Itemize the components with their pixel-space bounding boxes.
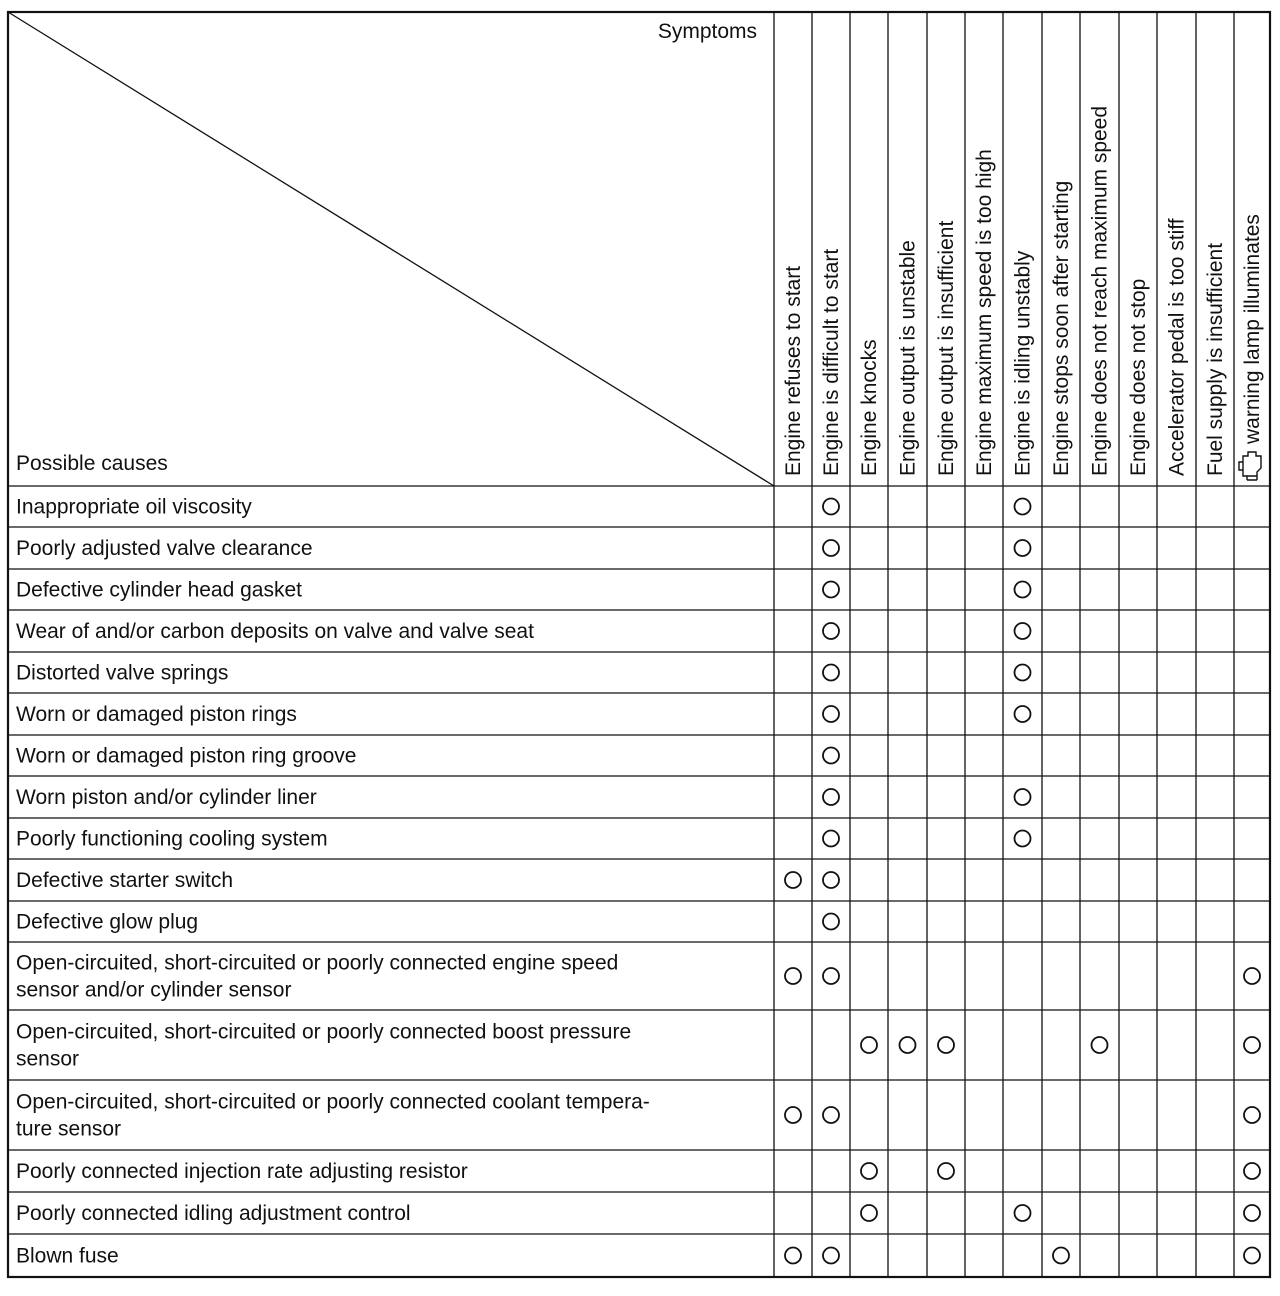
symptom-mark bbox=[823, 1248, 839, 1264]
symptom-header bbox=[1127, 279, 1150, 476]
table-row bbox=[16, 662, 228, 685]
symptom-header bbox=[858, 339, 881, 476]
symptom-mark bbox=[861, 1037, 877, 1053]
symptom-header bbox=[782, 266, 805, 476]
symptom-mark bbox=[861, 1163, 877, 1179]
symptom-mark bbox=[823, 748, 839, 764]
table-row bbox=[16, 1245, 119, 1268]
symptom-mark bbox=[823, 582, 839, 598]
symptom-mark bbox=[1244, 1163, 1260, 1179]
symptom-mark bbox=[823, 914, 839, 930]
header-diagonal bbox=[8, 12, 774, 486]
cause-label: sensor bbox=[16, 1047, 80, 1071]
cause-label: Poorly connected injection rate adjusting resistor bbox=[16, 1160, 468, 1183]
symptom-mark bbox=[938, 1037, 954, 1053]
symptom-mark bbox=[785, 1248, 801, 1264]
symptom-marks bbox=[785, 499, 1260, 1264]
symptom-header bbox=[1204, 243, 1227, 476]
symptom-label: Accelerator pedal is too stiff bbox=[1165, 218, 1189, 476]
symptom-label: Engine refuses to start bbox=[782, 265, 805, 476]
symptom-header bbox=[1239, 214, 1264, 480]
table-row bbox=[16, 496, 252, 519]
cause-label: Worn or damaged piston ring groove bbox=[16, 744, 357, 768]
symptom-mark bbox=[1244, 1107, 1260, 1123]
symptom-mark bbox=[1015, 789, 1031, 805]
symptoms-header-label: Symptoms bbox=[657, 20, 757, 43]
symptom-mark bbox=[900, 1037, 916, 1053]
symptom-label: Engine output is insufficient bbox=[935, 220, 958, 476]
symptom-label: Engine stops soon after starting bbox=[1050, 180, 1073, 476]
symptom-label: Fuel supply is insufficient bbox=[1204, 242, 1227, 476]
table-row bbox=[16, 620, 534, 643]
symptom-mark bbox=[823, 665, 839, 681]
symptom-label: Engine does not reach maximum speed bbox=[1088, 105, 1112, 476]
symptom-mark bbox=[861, 1205, 877, 1221]
symptom-header bbox=[820, 249, 843, 476]
table-row bbox=[16, 828, 328, 851]
symptom-mark bbox=[823, 968, 839, 984]
symptom-header bbox=[973, 149, 996, 476]
symptom-mark bbox=[823, 1107, 839, 1123]
cause-label: Worn piston and/or cylinder liner bbox=[16, 786, 317, 809]
cause-label: Defective starter switch bbox=[16, 869, 234, 892]
possible-causes-header-label: Possible causes bbox=[16, 452, 168, 475]
cause-label: Worn or damaged piston rings bbox=[16, 703, 297, 726]
symptom-mark bbox=[785, 872, 801, 888]
cause-label: Blown fuse bbox=[16, 1244, 119, 1268]
table-grid bbox=[8, 12, 1270, 1277]
cause-rows bbox=[16, 496, 650, 1268]
table-frame bbox=[8, 12, 1270, 1277]
cause-label: Defective glow plug bbox=[16, 910, 199, 934]
symptom-mark bbox=[938, 1163, 954, 1179]
symptom-mark bbox=[1015, 1205, 1031, 1221]
symptom-mark bbox=[1015, 706, 1031, 722]
symptom-mark bbox=[785, 968, 801, 984]
cause-label: Open-circuited, short-circuited or poorly connected boost pressure bbox=[16, 1020, 632, 1044]
symptom-header bbox=[1012, 250, 1035, 476]
table-row bbox=[16, 579, 302, 602]
symptom-headers bbox=[782, 106, 1264, 480]
symptom-mark bbox=[785, 1107, 801, 1123]
table-row bbox=[16, 1202, 411, 1225]
table-row bbox=[16, 1091, 650, 1141]
symptom-mark bbox=[823, 789, 839, 805]
symptom-mark bbox=[1015, 582, 1031, 598]
cause-label: Poorly connected idling adjustment control bbox=[16, 1202, 411, 1225]
cause-label: Open-circuited, short-circuited or poorly connected engine speed bbox=[16, 951, 619, 975]
cause-label: Poorly functioning cooling system bbox=[16, 827, 328, 851]
symptom-header bbox=[897, 240, 920, 476]
cause-label: Wear of and/or carbon deposits on valve and valve seat bbox=[16, 620, 534, 643]
cause-label: Open-circuited, short-circuited or poorly connected coolant tempera- bbox=[16, 1090, 650, 1114]
symptom-mark bbox=[823, 623, 839, 639]
symptom-mark bbox=[823, 540, 839, 556]
symptom-header bbox=[1089, 106, 1112, 476]
table-row bbox=[16, 745, 356, 768]
symptom-mark bbox=[1015, 831, 1031, 847]
cause-label: ture sensor bbox=[16, 1117, 122, 1141]
symptom-mark bbox=[823, 499, 839, 515]
symptom-label: Engine is idling unstably bbox=[1011, 250, 1035, 476]
cause-label: Inappropriate oil viscosity bbox=[16, 495, 252, 519]
symptom-mark bbox=[1244, 968, 1260, 984]
cause-label: sensor and/or cylinder sensor bbox=[16, 978, 292, 1002]
symptom-label: Engine maximum speed is too high bbox=[973, 149, 996, 476]
symptom-mark bbox=[823, 706, 839, 722]
symptom-header bbox=[1050, 181, 1073, 476]
symptom-header bbox=[1166, 218, 1189, 476]
symptom-mark bbox=[1244, 1205, 1260, 1221]
table-row bbox=[16, 952, 618, 1002]
table-row bbox=[16, 869, 233, 892]
symptom-label: Engine output is unstable bbox=[896, 240, 920, 476]
table-row bbox=[16, 786, 317, 809]
symptom-label: Engine knocks bbox=[858, 339, 881, 476]
symptom-header bbox=[935, 221, 958, 476]
cause-label: Poorly adjusted valve clearance bbox=[16, 537, 313, 560]
symptom-mark bbox=[1092, 1037, 1108, 1053]
symptom-label: warning lamp illuminates bbox=[1241, 214, 1264, 444]
table-row bbox=[16, 537, 313, 560]
engine-warning-lamp-icon bbox=[1239, 452, 1261, 480]
table-row bbox=[16, 703, 297, 726]
symptom-mark bbox=[1015, 499, 1031, 515]
table-row bbox=[16, 1021, 631, 1071]
table-row bbox=[16, 1160, 468, 1183]
cause-label: Defective cylinder head gasket bbox=[16, 578, 302, 602]
cause-label: Distorted valve springs bbox=[16, 661, 229, 685]
symptom-label: Engine does not stop bbox=[1127, 278, 1150, 476]
table-row bbox=[16, 911, 198, 934]
symptom-mark bbox=[1015, 665, 1031, 681]
symptom-label: Engine is difficult to start bbox=[820, 248, 843, 476]
symptom-mark bbox=[1244, 1248, 1260, 1264]
symptom-mark bbox=[1015, 540, 1031, 556]
symptom-mark bbox=[1015, 623, 1031, 639]
symptom-mark bbox=[823, 872, 839, 888]
symptom-mark bbox=[1053, 1248, 1069, 1264]
symptom-mark bbox=[1244, 1037, 1260, 1053]
symptom-mark bbox=[823, 831, 839, 847]
